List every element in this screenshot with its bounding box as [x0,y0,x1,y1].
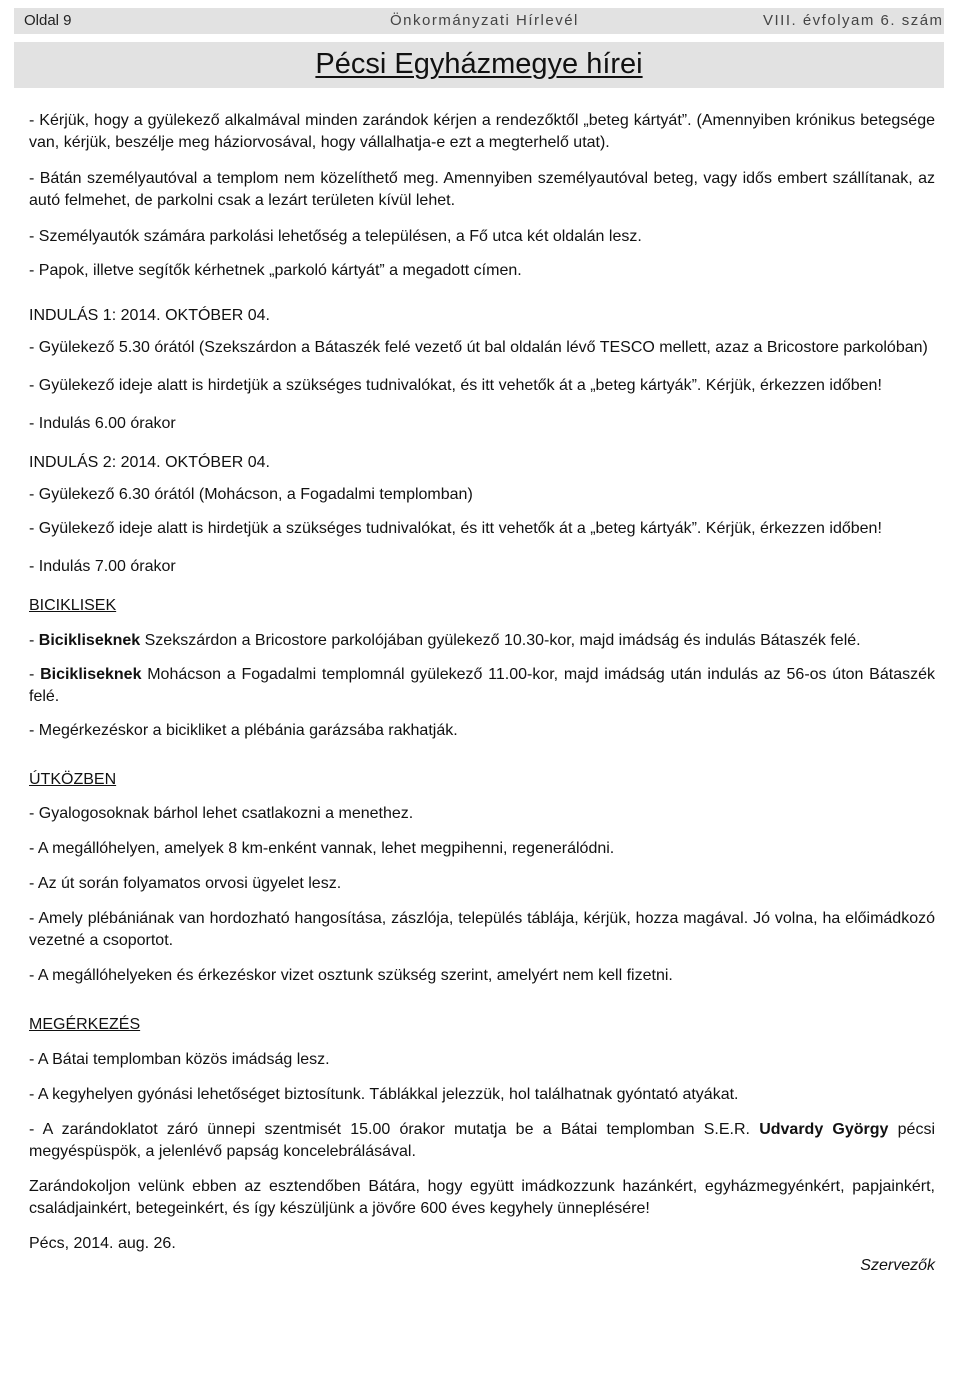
page-title-text: Pécsi Egyházmegye hírei [315,48,643,80]
bikes-item-1 [29,630,935,652]
publication-name: Önkormányzati Hírlevél [390,12,579,29]
arrival-item-3 [29,1119,935,1163]
enroute-item-1: - Gyalogosoknak bárhol lehet csatlakozni a menethez. [29,805,414,822]
bikes-item-2-bold: Bicikliseknek [40,666,142,683]
paragraph-parking: - Személyautók számára parkolási lehetőség a településen, a Fő utca két oldalán lesz. [29,228,642,245]
enroute-heading: ÚTKÖZBEN [29,771,117,788]
arrival-heading: MEGÉRKEZÉS [29,1016,141,1033]
arrival-item-3-text: - A zarándoklatot záró ünnepi szentmisét 15.00 órakor mutatja be a Bátai templomban S.E.R. [29,1121,760,1138]
page-number: Oldal 9 [24,12,72,29]
article-body [29,110,935,1277]
issue-number: VIII. évfolyam 6. szám [763,12,944,29]
page-title [0,48,958,81]
bikes-item-1-text: Szekszárdon a Bricostore parkolójában gyülekező 10.30-kor, majd imádság és indulás Bátaszék felé. [140,632,861,649]
bikes-heading: BICIKLISEK [29,597,117,614]
arrival-item-3-tail: pécsi megyéspüspök, a jelenlévő papság koncelebrálásával. [29,1121,935,1160]
departure1-heading: INDULÁS 1: 2014. OKTÓBER 04. [29,307,270,324]
signature: Szervezők [860,1257,935,1274]
bikes-item-2-text: Mohácson a Fogadalmi templomnál gyülekező 11.00-kor, majd imádság után indulás az 56-os úton Bátaszék felé. [29,666,935,705]
departure2-gather: - Gyülekező 6.30 órától (Mohácson, a Fogadalmi templomban) [29,486,473,503]
enroute-item-5: - A megállóhelyeken és érkezéskor vizet osztunk szükség szerint, amelyért nem kell fizetni. [29,967,673,984]
enroute-item-3: - Az út során folyamatos orvosi ügyelet lesz. [29,875,342,892]
departure1-gather: - Gyülekező 5.30 órától (Szekszárdon a Bátaszék felé vezető út bal oldalán lévő TESCO mellett, azaz a Bricostore parkolóban) [29,339,928,356]
bikes-item-2 [29,664,935,708]
bikes-item-2-prefix: - [29,666,41,683]
enroute-item-4: - Amely plébániának van hordozható hangosítása, zászlója, település táblája, kérjük, hozza magával. Jó volna, ha előimádkozó vezetné a csoportot. [29,910,935,949]
arrival-item-2: - A kegyhelyen gyónási lehetőséget biztosítunk. Táblákkal jelezzük, hol találhatnak gyóntató atyákat. [29,1086,739,1103]
paragraph-parking-card: - Papok, illetve segítők kérhetnek „parkoló kártyát” a megadott címen. [29,262,522,279]
departure2-leave: - Indulás 7.00 órakor [29,558,176,575]
enroute-item-2: - A megállóhelyen, amelyek 8 km-enként vannak, lehet megpihenni, regenerálódni. [29,840,615,857]
arrival-item-1: - A Bátai templomban közös imádság lesz. [29,1051,330,1068]
bikes-item-1-prefix: - [29,632,39,649]
paragraph-sick-card: - Kérjük, hogy a gyülekező alkalmával minden zarándok kérjen a rendezőktől „beteg kártyát”. (Amennyiben krónikus betegsége van, kérjük, beszélje meg háziorvosával, hogy vállalhatja-e ezt a megterhelő utat). [29,112,935,151]
bishop-name: Udvardy György [759,1121,889,1138]
closing-paragraph: Zarándokoljon velünk ebben az esztendőben Bátára, hogy együtt imádkozzunk hazánkért, egyházmegyénkért, papjainkért, családjainkért, betegeinkért, és így készüljünk a jövőre 600 éves kegyhely ünneplésére! [29,1178,935,1217]
departure1-info: - Gyülekező ideje alatt is hirdetjük a szükséges tudnivalókat, és itt vehetők át a „beteg kártyák”. Kérjük, érkezzen időben! [29,377,882,394]
date-line: Pécs, 2014. aug. 26. [29,1235,176,1252]
bikes-item-1-bold: Bicikliseknek [38,632,141,649]
departure1-leave: - Indulás 6.00 órakor [29,415,176,432]
departure2-info: - Gyülekező ideje alatt is hirdetjük a szükséges tudnivalókat, és itt vehetők át a „beteg kártyák”. Kérjük, érkezzen időben! [29,520,882,537]
bikes-item-3: - Megérkezéskor a bicikliket a plébánia garázsába rakhatják. [29,722,458,739]
departure2-heading: INDULÁS 2: 2014. OKTÓBER 04. [29,454,270,471]
paragraph-car-access: - Bátán személyautóval a templom nem közelíthető meg. Amennyiben személyautóval beteg, vagy idős embert szállítanak, az autó felmehet, de parkolni csak a lezárt területen kívül lehet. [29,170,935,209]
